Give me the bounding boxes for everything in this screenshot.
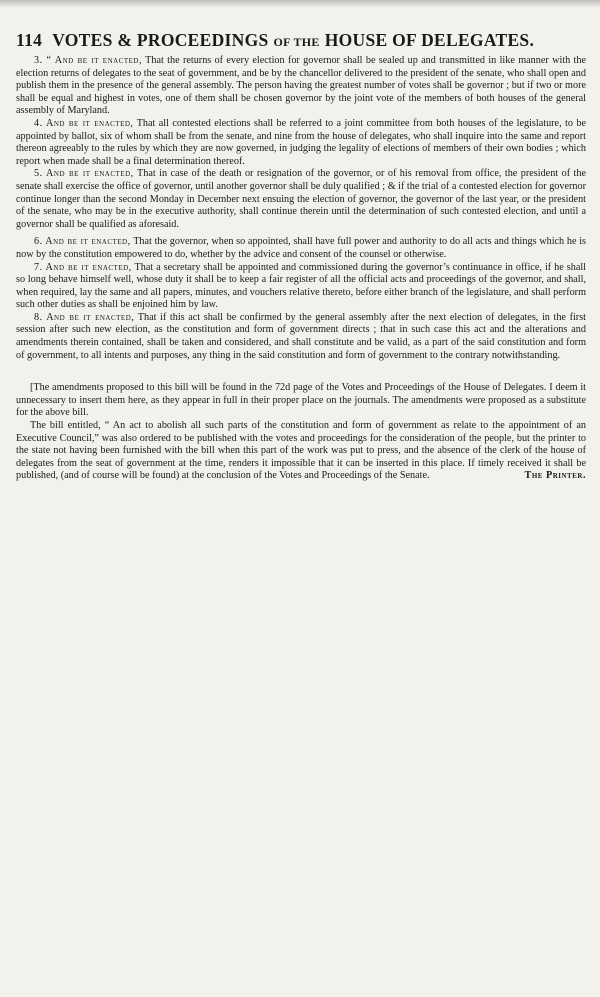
section-lead: 7. And be it enacted,: [34, 261, 132, 273]
section-5: [16, 168, 586, 231]
section-text: That in case of the death or resignation of the governor, or of his removal from office, the president of the senate shall exercise the office of governor, until another governor shall be duly qualified ; & if the trial of a contested election for governor continue longer than the second Monday in December next ensuing the election of governor, the governor of the last year, or the president of the senate, who may be in the executive authority, shall continue therein until the determination of such contested election, and until a governor shall be qualified as aforesaid.: [16, 168, 587, 230]
section-lead: 3. “ And be it enacted,: [34, 55, 143, 66]
section-lead: 4. And be it enacted,: [34, 117, 134, 129]
page-number: 114: [16, 30, 43, 50]
note-paragraph-2-wrapper: [16, 420, 586, 483]
section-3: [16, 55, 586, 118]
printer-signature: The Printer.: [524, 470, 586, 482]
header-title-b: HOUSE OF DELEGATES.: [324, 30, 535, 50]
section-6: [16, 236, 586, 261]
section-text: That a secretary shall be appointed and commissioned during the governor’s continuance in office, if he shall so long behave himself well, whose duty it shall be to keep a fair register of all the official acts and proceedings of the governor, and shall, when required, lay the same and all papers, minutes, and vouchers relative thereto, before either branch of the legislature, and shall perform such other duties as shall be enjoined him by law.: [16, 261, 586, 311]
section-text: That the governor, when so appointed, shall have full power and authority to do all acts and things which he is now by the constitution empowered to do, whether by the advice and consent of the counsel or otherwise.: [16, 236, 586, 260]
section-lead: 6. And be it enacted,: [34, 236, 131, 248]
section-text: That if this act shall be confirmed by the general assembly after the next election of delegates, in the first session after such new election, as the constitution and form of government directs ; that in such case this act and the alterations and amendments therein contained, shall be taken and considered, and shall constitute and be valid, as a part of the said constitution and form of government, to all intents and purposes, any thing in the said constitution and form of government to the contrary notwithstanding.: [16, 311, 586, 361]
header-title-a: VOTES & PROCEEDINGS: [52, 30, 269, 50]
page-header: [16, 30, 586, 51]
printer-note: [16, 382, 586, 483]
section-text: That all contested elections shall be referred to a joint committee from both houses of the legislature, to be appointed by ballot, six of whom shall be from the senate, and nine from the house of delegates, who shall inquire into the same and report thereon agreeably to the rules by which they are now governed, in judging the legality of elections of members of their own bodies ; which report when made shall be a final determination thereof.: [16, 117, 586, 167]
page-top-edge: [0, 0, 600, 8]
note-paragraph-2: The bill entitled, “ An act to abolish all such parts of the constitution and form of government as relate to the appointment of an Executive Council,” was also ordered to be published with the votes and proceedings for the consideration of the people, but the printer to the state not having been furnished with the bill when this part of the work was put to press, and the absence of the clerk of the house of delegates from the seat of government at the time, renders it impossible that it can be inserted in this place. If timely received it shall be published, (and of course will be found) at the conclusion of the Votes and Proceedings of the Senate.: [16, 420, 586, 482]
header-title-of-the: OF THE: [273, 35, 320, 49]
section-lead: 5. And be it enacted,: [34, 168, 134, 180]
section-text: That the returns of every election for governor shall be sealed up and transmitted in like manner with the election returns of delegates to the seat of government, and be by the chancellor delivered to the president of the senate, who shall open and publish them in the presence of the general assembly. The person having the greatest number of votes shall be governor ; but if two or more shall be equal and highest in votes, one of them shall be chosen governor by the joint vote of the members of both houses of the general assembly of Maryland.: [16, 55, 586, 117]
section-4: [16, 118, 586, 168]
section-lead: 8. And be it enacted,: [34, 311, 135, 323]
section-8: [16, 312, 586, 362]
note-paragraph-1: [The amendments proposed to this bill will be found in the 72d page of the Votes and Proceedings of the House of Delegates. I deem it unnecessary to insert them here, as they appear in full in their proper place on the journals. The amendments were proposed as a substitute for the above bill.: [16, 382, 586, 419]
enactment-sections: [16, 55, 586, 362]
section-7: [16, 262, 586, 312]
